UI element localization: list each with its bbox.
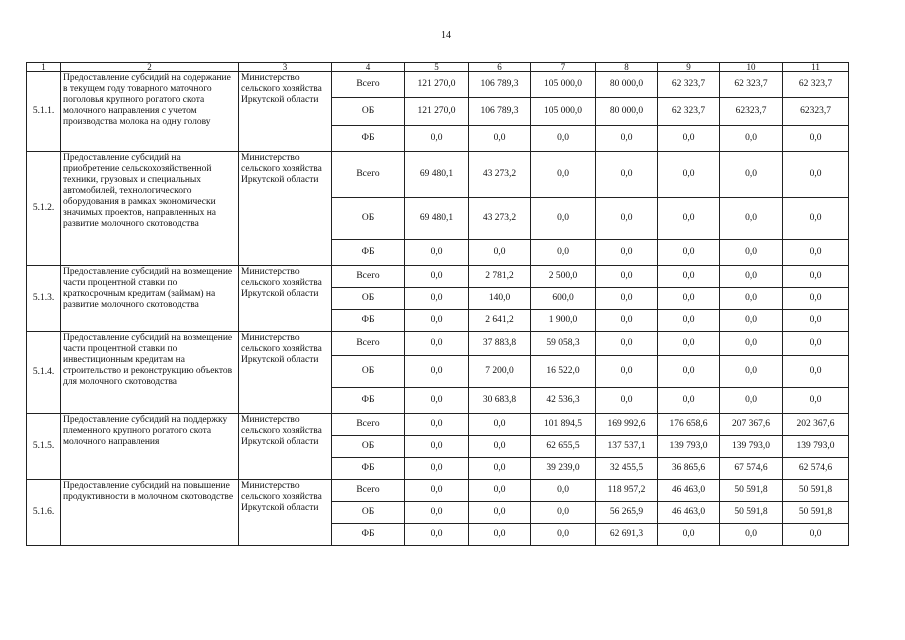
amount-cell: 50 591,8 xyxy=(783,480,849,502)
amount-cell: 69 480,1 xyxy=(405,198,469,240)
amount-cell: 0,0 xyxy=(469,436,531,458)
amount-cell: 46 463,0 xyxy=(658,480,720,502)
amount-cell: 0,0 xyxy=(405,480,469,502)
amount-cell: 39 239,0 xyxy=(531,458,596,480)
amount-cell: 0,0 xyxy=(469,524,531,546)
amount-cell: 0,0 xyxy=(596,126,658,152)
table-row xyxy=(27,332,849,356)
measure-title: Предоставление субсидий на возмещение части процентной ставки по краткосрочным кредитам (займам) на развитие молочного скотоводства xyxy=(61,266,239,332)
table-row xyxy=(27,266,849,288)
amount-cell: 0,0 xyxy=(469,502,531,524)
amount-cell: 0,0 xyxy=(658,266,720,288)
funding-source: ФБ xyxy=(332,388,405,414)
amount-cell: 0,0 xyxy=(596,266,658,288)
amount-cell: 0,0 xyxy=(596,310,658,332)
amount-cell: 105 000,0 xyxy=(531,98,596,126)
amount-cell: 0,0 xyxy=(531,198,596,240)
funding-source: ФБ xyxy=(332,458,405,480)
amount-cell: 0,0 xyxy=(658,198,720,240)
amount-cell: 0,0 xyxy=(658,240,720,266)
amount-cell: 0,0 xyxy=(596,240,658,266)
funding-source: ОБ xyxy=(332,356,405,388)
amount-cell: 0,0 xyxy=(596,152,658,198)
measure-title: Предоставление субсидий на поддержку племенного крупного рогатого скота молочного направления xyxy=(61,414,239,480)
amount-cell: 101 894,5 xyxy=(531,414,596,436)
amount-cell: 0,0 xyxy=(469,126,531,152)
amount-cell: 80 000,0 xyxy=(596,98,658,126)
column-header: 5 xyxy=(405,63,469,72)
budget-table xyxy=(26,62,849,546)
column-header: 10 xyxy=(720,63,783,72)
amount-cell: 62 323,7 xyxy=(658,72,720,98)
column-header: 8 xyxy=(596,63,658,72)
amount-cell: 121 270,0 xyxy=(405,98,469,126)
amount-cell: 0,0 xyxy=(405,266,469,288)
responsible-ministry: Министерство сельского хозяйства Иркутской области xyxy=(239,332,332,414)
funding-source: ФБ xyxy=(332,240,405,266)
amount-cell: 0,0 xyxy=(405,356,469,388)
row-number: 5.1.3. xyxy=(27,266,61,332)
row-number: 5.1.2. xyxy=(27,152,61,266)
amount-cell: 2 781,2 xyxy=(469,266,531,288)
amount-cell: 50 591,8 xyxy=(783,502,849,524)
funding-source: ОБ xyxy=(332,198,405,240)
measure-title: Предоставление субсидий на приобретение сельскохозяйственной техники, грузовых и специальных автомобилей, технологического оборудования в рамках экономически значимых проектов, направленных на развитие молочного скотоводства xyxy=(61,152,239,266)
amount-cell: 50 591,8 xyxy=(720,502,783,524)
amount-cell: 32 455,5 xyxy=(596,458,658,480)
funding-source: Всего xyxy=(332,266,405,288)
amount-cell: 0,0 xyxy=(720,310,783,332)
amount-cell: 140,0 xyxy=(469,288,531,310)
amount-cell: 0,0 xyxy=(783,388,849,414)
amount-cell: 207 367,6 xyxy=(720,414,783,436)
amount-cell: 16 522,0 xyxy=(531,356,596,388)
amount-cell: 62 323,7 xyxy=(783,72,849,98)
table-row xyxy=(27,414,849,436)
funding-source: Всего xyxy=(332,414,405,436)
column-header: 6 xyxy=(469,63,531,72)
amount-cell: 0,0 xyxy=(405,436,469,458)
amount-cell: 0,0 xyxy=(405,126,469,152)
amount-cell: 62 691,3 xyxy=(596,524,658,546)
amount-cell: 0,0 xyxy=(783,332,849,356)
amount-cell: 0,0 xyxy=(720,288,783,310)
column-header: 9 xyxy=(658,63,720,72)
amount-cell: 62 655,5 xyxy=(531,436,596,458)
amount-cell: 50 591,8 xyxy=(720,480,783,502)
row-number: 5.1.4. xyxy=(27,332,61,414)
amount-cell: 1 900,0 xyxy=(531,310,596,332)
amount-cell: 0,0 xyxy=(658,288,720,310)
funding-source: ОБ xyxy=(332,502,405,524)
funding-source: ОБ xyxy=(332,436,405,458)
column-header: 4 xyxy=(332,63,405,72)
amount-cell: 43 273,2 xyxy=(469,198,531,240)
row-number: 5.1.6. xyxy=(27,480,61,546)
amount-cell: 62323,7 xyxy=(720,98,783,126)
funding-source: Всего xyxy=(332,332,405,356)
amount-cell: 0,0 xyxy=(531,502,596,524)
amount-cell: 0,0 xyxy=(720,332,783,356)
amount-cell: 0,0 xyxy=(658,524,720,546)
amount-cell: 62323,7 xyxy=(783,98,849,126)
amount-cell: 0,0 xyxy=(783,152,849,198)
amount-cell: 169 992,6 xyxy=(596,414,658,436)
amount-cell: 0,0 xyxy=(658,388,720,414)
amount-cell: 0,0 xyxy=(596,332,658,356)
amount-cell: 0,0 xyxy=(469,458,531,480)
amount-cell: 0,0 xyxy=(405,388,469,414)
amount-cell: 0,0 xyxy=(720,198,783,240)
amount-cell: 46 463,0 xyxy=(658,502,720,524)
amount-cell: 0,0 xyxy=(405,414,469,436)
funding-source: ФБ xyxy=(332,126,405,152)
funding-source: ОБ xyxy=(332,288,405,310)
amount-cell: 0,0 xyxy=(405,524,469,546)
table-row xyxy=(27,152,849,198)
amount-cell: 0,0 xyxy=(658,356,720,388)
amount-cell: 0,0 xyxy=(405,288,469,310)
amount-cell: 80 000,0 xyxy=(596,72,658,98)
amount-cell: 0,0 xyxy=(783,240,849,266)
amount-cell: 139 793,0 xyxy=(720,436,783,458)
amount-cell: 0,0 xyxy=(720,388,783,414)
amount-cell: 105 000,0 xyxy=(531,72,596,98)
amount-cell: 0,0 xyxy=(531,524,596,546)
responsible-ministry: Министерство сельского хозяйства Иркутской области xyxy=(239,266,332,332)
measure-title: Предоставление субсидий на содержание в текущем году товарного маточного поголовья крупного рогатого скота молочного направления с учетом производства молока на одну голову xyxy=(61,72,239,152)
amount-cell: 0,0 xyxy=(783,126,849,152)
amount-cell: 0,0 xyxy=(658,310,720,332)
amount-cell: 0,0 xyxy=(658,126,720,152)
amount-cell: 0,0 xyxy=(469,240,531,266)
amount-cell: 0,0 xyxy=(658,152,720,198)
funding-source: ФБ xyxy=(332,310,405,332)
amount-cell: 118 957,2 xyxy=(596,480,658,502)
funding-source: Всего xyxy=(332,152,405,198)
table-row xyxy=(27,72,849,98)
amount-cell: 0,0 xyxy=(720,126,783,152)
amount-cell: 121 270,0 xyxy=(405,72,469,98)
amount-cell: 106 789,3 xyxy=(469,98,531,126)
amount-cell: 0,0 xyxy=(469,414,531,436)
amount-cell: 62 323,7 xyxy=(720,72,783,98)
amount-cell: 0,0 xyxy=(596,356,658,388)
page-number: 14 xyxy=(441,30,451,41)
amount-cell: 0,0 xyxy=(531,126,596,152)
amount-cell: 37 883,8 xyxy=(469,332,531,356)
amount-cell: 36 865,6 xyxy=(658,458,720,480)
amount-cell: 137 537,1 xyxy=(596,436,658,458)
amount-cell: 2 500,0 xyxy=(531,266,596,288)
responsible-ministry: Министерство сельского хозяйства Иркутской области xyxy=(239,414,332,480)
amount-cell: 7 200,0 xyxy=(469,356,531,388)
amount-cell: 0,0 xyxy=(783,266,849,288)
column-header: 7 xyxy=(531,63,596,72)
column-header: 11 xyxy=(783,63,849,72)
amount-cell: 0,0 xyxy=(720,356,783,388)
amount-cell: 42 536,3 xyxy=(531,388,596,414)
amount-cell: 62 323,7 xyxy=(658,98,720,126)
amount-cell: 0,0 xyxy=(405,240,469,266)
amount-cell: 202 367,6 xyxy=(783,414,849,436)
amount-cell: 0,0 xyxy=(596,288,658,310)
amount-cell: 0,0 xyxy=(405,332,469,356)
amount-cell: 0,0 xyxy=(720,240,783,266)
amount-cell: 176 658,6 xyxy=(658,414,720,436)
responsible-ministry: Министерство сельского хозяйства Иркутской области xyxy=(239,152,332,266)
funding-source: Всего xyxy=(332,72,405,98)
amount-cell: 0,0 xyxy=(596,198,658,240)
funding-source: ОБ xyxy=(332,98,405,126)
table-row xyxy=(27,480,849,502)
amount-cell: 43 273,2 xyxy=(469,152,531,198)
amount-cell: 0,0 xyxy=(531,240,596,266)
amount-cell: 0,0 xyxy=(783,198,849,240)
amount-cell: 0,0 xyxy=(405,310,469,332)
responsible-ministry: Министерство сельского хозяйства Иркутской области xyxy=(239,480,332,546)
column-header: 3 xyxy=(239,63,332,72)
amount-cell: 0,0 xyxy=(783,356,849,388)
amount-cell: 30 683,8 xyxy=(469,388,531,414)
amount-cell: 0,0 xyxy=(783,288,849,310)
amount-cell: 0,0 xyxy=(658,332,720,356)
amount-cell: 0,0 xyxy=(531,152,596,198)
measure-title: Предоставление субсидий на возмещение части процентной ставки по инвестиционным кредитам на строительство и реконструкцию объектов для молочного скотоводства xyxy=(61,332,239,414)
amount-cell: 106 789,3 xyxy=(469,72,531,98)
amount-cell: 69 480,1 xyxy=(405,152,469,198)
column-header: 2 xyxy=(61,63,239,72)
amount-cell: 2 641,2 xyxy=(469,310,531,332)
amount-cell: 0,0 xyxy=(469,480,531,502)
measure-title: Предоставление субсидий на повышение продуктивности в молочном скотоводстве xyxy=(61,480,239,546)
header-row xyxy=(27,63,849,72)
amount-cell: 0,0 xyxy=(720,152,783,198)
amount-cell: 62 574,6 xyxy=(783,458,849,480)
amount-cell: 0,0 xyxy=(720,524,783,546)
amount-cell: 0,0 xyxy=(405,502,469,524)
amount-cell: 0,0 xyxy=(531,480,596,502)
funding-source: ФБ xyxy=(332,524,405,546)
amount-cell: 0,0 xyxy=(596,388,658,414)
amount-cell: 59 058,3 xyxy=(531,332,596,356)
column-header: 1 xyxy=(27,63,61,72)
row-number: 5.1.1. xyxy=(27,72,61,152)
amount-cell: 139 793,0 xyxy=(783,436,849,458)
amount-cell: 0,0 xyxy=(720,266,783,288)
amount-cell: 67 574,6 xyxy=(720,458,783,480)
amount-cell: 0,0 xyxy=(405,458,469,480)
row-number: 5.1.5. xyxy=(27,414,61,480)
amount-cell: 600,0 xyxy=(531,288,596,310)
amount-cell: 56 265,9 xyxy=(596,502,658,524)
funding-source: Всего xyxy=(332,480,405,502)
amount-cell: 0,0 xyxy=(783,310,849,332)
amount-cell: 139 793,0 xyxy=(658,436,720,458)
amount-cell: 0,0 xyxy=(783,524,849,546)
responsible-ministry: Министерство сельского хозяйства Иркутской области xyxy=(239,72,332,152)
